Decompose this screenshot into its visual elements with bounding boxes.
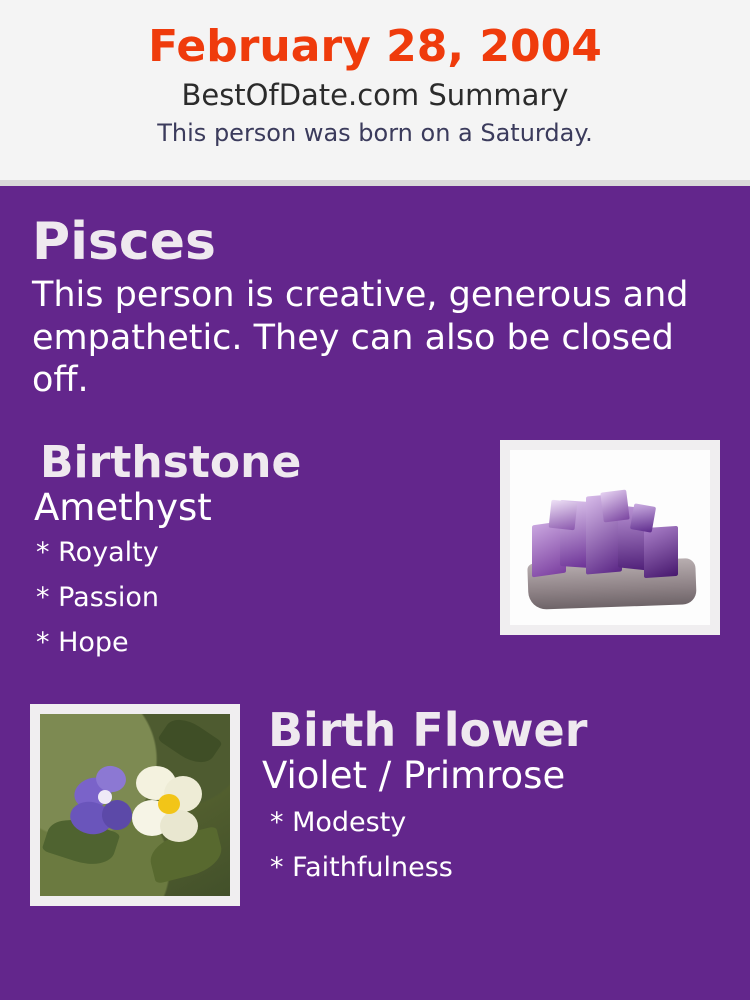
birthstone-photo-frame	[500, 440, 720, 635]
birth-flower-section	[30, 704, 720, 906]
birthstone-name: Amethyst	[34, 486, 212, 530]
site-summary-label: BestOfDate.com Summary	[181, 78, 569, 113]
birthstone-trait: * Hope	[36, 626, 129, 658]
birth-flower-name: Violet / Primrose	[262, 754, 566, 798]
birthstone-trait: * Passion	[36, 581, 159, 613]
birthstone-text-block	[30, 437, 500, 674]
born-day-note: This person was born on a Saturday.	[157, 119, 593, 148]
birth-flower-trait: * Faithfulness	[270, 851, 453, 883]
birth-flower-text-block	[240, 704, 720, 899]
birth-flower-photo-frame	[30, 704, 240, 906]
zodiac-sign-title: Pisces	[32, 212, 216, 272]
amethyst-icon	[510, 450, 710, 625]
birthstone-trait: * Royalty	[36, 536, 159, 568]
page-header	[0, 0, 750, 180]
birthstone-section	[30, 437, 720, 674]
birth-flower-trait: * Modesty	[270, 806, 407, 838]
page-title: February 28, 2004	[148, 21, 602, 72]
details-panel	[0, 186, 750, 1000]
birth-flower-title: Birth Flower	[268, 702, 588, 757]
flower-icon	[40, 714, 230, 896]
birthstone-title: Birthstone	[40, 437, 302, 489]
zodiac-description: This person is creative, generous and empathetic. They can also be closed off.	[32, 275, 689, 401]
